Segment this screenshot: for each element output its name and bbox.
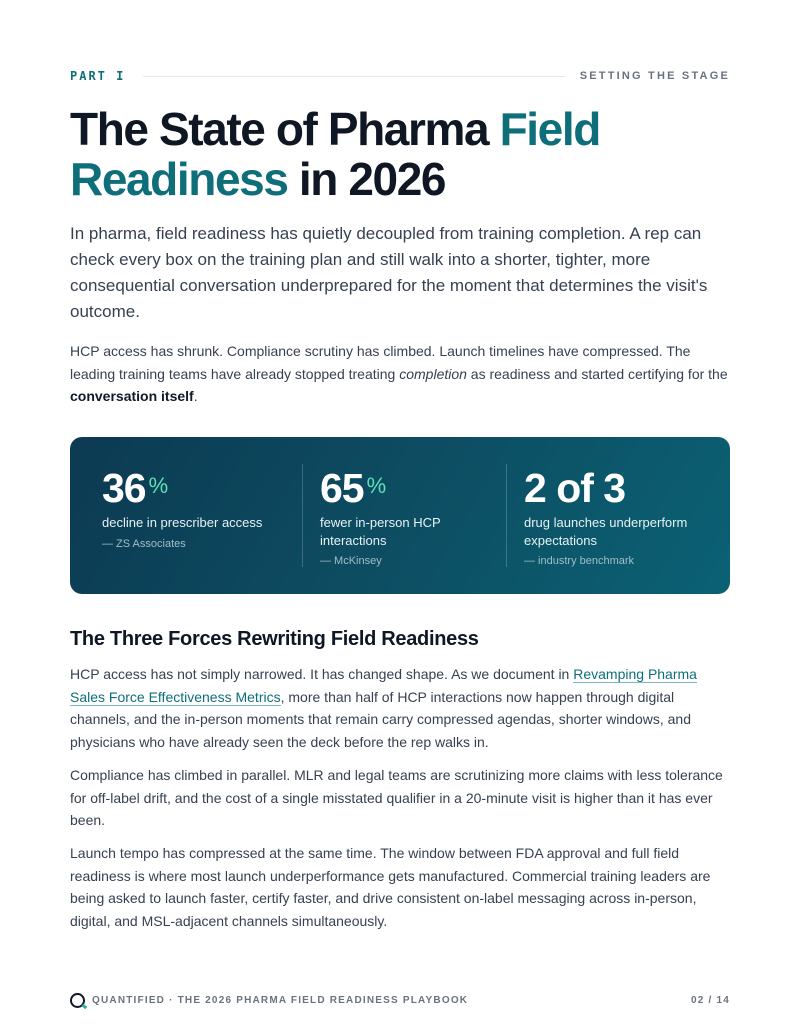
part-header (70, 68, 730, 84)
header-rule (143, 76, 565, 77)
part-label: PART I (70, 69, 126, 83)
stat-source: — ZS Associates (102, 537, 186, 550)
stat-description (320, 514, 500, 571)
stat-description-text: decline in prescriber access (102, 515, 263, 530)
stat-number (320, 464, 385, 512)
stat-value: 2 of 3 (524, 465, 626, 511)
stat-value: 65 (320, 465, 364, 511)
intro-strong: conversation itself (70, 388, 194, 404)
body-paragraph-access (70, 663, 730, 753)
stat-description (102, 514, 282, 553)
intro-emphasis: completion (399, 365, 467, 382)
stat-description-text: fewer in-person HCP interactions (320, 515, 441, 548)
stat-value: 36 (102, 465, 146, 511)
stats-panel (70, 437, 730, 594)
stat-source: — industry benchmark (524, 555, 635, 567)
stat-drug-launches (524, 437, 714, 594)
title-part-1: The State of Pharma (70, 103, 500, 155)
stat-prescriber-access (102, 437, 302, 594)
stat-number (524, 464, 625, 512)
title-part-2: in 2026 (287, 153, 446, 205)
document-page (70, 0, 730, 1035)
p1-text-after: , more than half of HCP interactions now happen through digital channels, and the in-person moments that remain carry compressed agendas, shorter windows, and physicians who have already seen the deck before the rep walks in. (70, 688, 691, 750)
lead-paragraph: In pharma, field readiness has quietly decoupled from training completion. A rep can check every box on the training plan and still walk into a shorter, tighter, more consequential conversation underprepared for the moment that determines the visit's outcome. (70, 224, 708, 321)
revamping-metrics-link[interactable]: Revamping Pharma Sales Force Effectiveness Metrics (70, 666, 697, 705)
quantified-logo-icon (70, 993, 85, 1008)
intro-text-3: . (193, 388, 198, 404)
intro-paragraph (70, 340, 730, 408)
stat-description (524, 514, 704, 571)
stat-divider (302, 464, 303, 567)
stat-number (102, 464, 167, 512)
section-heading: The Three Forces Rewriting Field Readiness (70, 628, 479, 650)
stat-description-text: drug launches underperform expectations (524, 515, 688, 548)
stat-divider (506, 464, 507, 567)
intro-text-2: as readiness and started certifying for the (466, 365, 728, 382)
title-accent: Field Readiness (70, 103, 600, 205)
footer-title: QUANTIFIED · THE 2026 PHARMA FIELD READINESS PLAYBOOK (92, 994, 469, 1006)
page-number: 02 / 14 (691, 994, 730, 1006)
stat-unit: % (148, 473, 168, 498)
stat-hcp-interactions (320, 437, 510, 594)
stat-source: — McKinsey (320, 555, 382, 567)
page-title (70, 104, 730, 204)
page-footer (70, 990, 730, 1010)
p1-text-before: HCP access has not simply narrowed. It has changed shape. As we document in (70, 666, 574, 682)
body-paragraph-launch: Launch tempo has compressed at the same time. The window between FDA approval and full field readiness is where most launch underperformance gets manufactured. Commercial training leaders are being asked to launch faster, certify faster, and drive consistent on-label messaging across in-person, digital, and MSL-adjacent channels simultaneously. (70, 845, 711, 929)
section-label: SETTING THE STAGE (579, 70, 730, 82)
intro-text-1: HCP access has shrunk. Compliance scrutiny has climbed. Launch timelines have compressed. The leading training teams have already stopped treating (70, 343, 691, 382)
stat-unit: % (366, 473, 386, 498)
body-paragraph-compliance: Compliance has climbed in parallel. MLR and legal teams are scrutinizing more claims with less tolerance for off-label drift, and the cost of a single misstated qualifier in a 20-minute visit is higher than it has ever been. (70, 767, 723, 828)
